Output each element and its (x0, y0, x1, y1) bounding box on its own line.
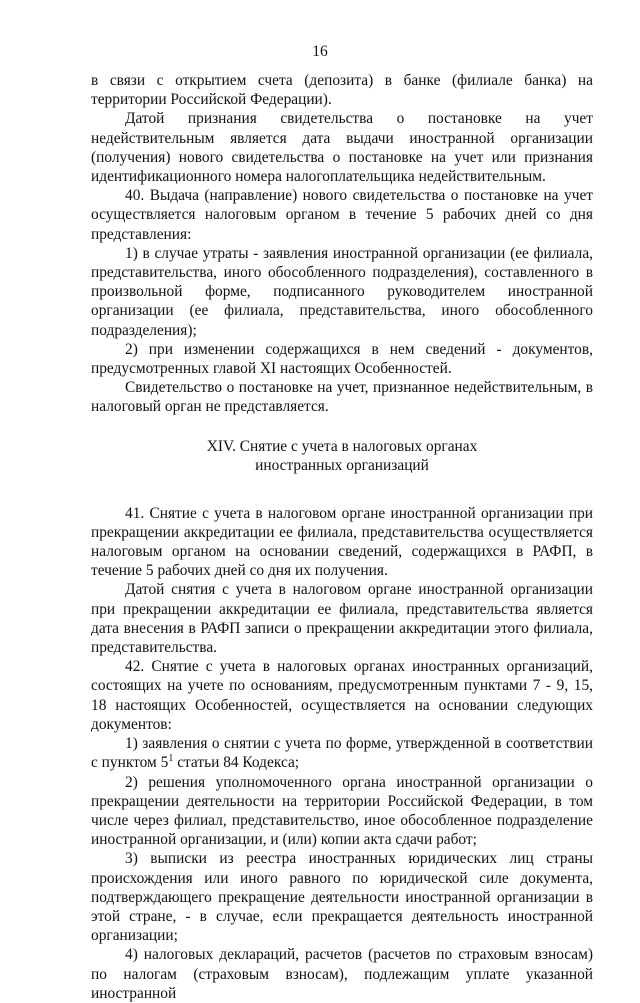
paragraph-item-42: 42. Снятие с учета в налоговых органах иностранных организаций, состоящих на учете по основаниям, предусмотренным пунктами 7 - 9, 15, 18 настоящих Особенностей, осуществляется на основании следующих документов: (91, 658, 593, 733)
sub-1-text-a: 1) заявления о снятии с учета по форме, утвержденной в соответствии с пунктом 5 (91, 735, 593, 772)
paragraph-item-40-sub-2: 2) при изменении содержащихся в нем сведений - документов, предусмотренных главой XI настоящих Особенностей. (91, 340, 593, 378)
paragraph-certificate-note: Свидетельство о постановке на учет, признанное недействительным, в налоговый орган не представляется. (91, 379, 593, 416)
paragraph-deregistration-date: Датой снятия с учета в налоговом органе иностранной организации при прекращении аккредитации ее филиала, представительства является дата внесения в РАФП записи о прекращении аккредитации этого филиала, представительства. (91, 581, 593, 657)
document-body (91, 71, 593, 1003)
paragraph-item-42-sub-1 (91, 734, 593, 772)
paragraph-item-42-sub-2: 2) решения уполномоченного органа иностранной организации о прекращении деятельности на территории Российской Федерации, в том числе через филиал, представительство, иное обособленное подразделение иностранной организации, и (или) копии акта сдачи работ; (91, 773, 593, 849)
section-heading-line-2: иностранных организаций (255, 457, 429, 475)
section-heading-line-1: XIV. Снятие с учета в налоговых органах (206, 437, 478, 455)
paragraph-item-42-sub-3: 3) выписки из реестра иностранных юридических лиц страны происхождения или иного равного по юридической силе документа, подтверждающего прекращение деятельности иностранной организации в этой стране, - в случае, если прекращается деятельность иностранной организации; (91, 850, 593, 945)
paragraph-invalidation-date: Датой признания свидетельства о постановке на учет недействительным является дата выдачи иностранной организации (получения) нового свидетельства о постановке на учет или признания идентификационного номера налогоплательщика недействительным. (91, 110, 593, 186)
paragraph-item-40: 40. Выдача (направление) нового свидетельства о постановке на учет осуществляется налоговым органом в течение 5 рабочих дней со дня представления: (91, 187, 593, 243)
superscript-1: 1 (168, 753, 174, 765)
paragraph-item-42-sub-4: 4) налоговых деклараций, расчетов (расчетов по страховым взносам) по налогам (страховым взносам), подлежащим уплате указанной иностранной (91, 946, 593, 1002)
section-heading (91, 437, 593, 476)
page-number: 16 (312, 43, 328, 60)
paragraph-continuation: в связи с открытием счета (депозита) в банке (филиале банка) на территории Российской Федерации). (91, 72, 593, 109)
paragraph-item-41: 41. Снятие с учета в налоговом органе иностранной организации при прекращении аккредитации ее филиала, представительства осуществляется налоговым органом на основании сведений, содержащихся в РАФП, в течение 5 рабочих дней со дня их получения. (91, 504, 593, 580)
sub-1-text-b: статьи 84 Кодекса; (173, 754, 300, 772)
paragraph-item-40-sub-1: 1) в случае утраты - заявления иностранной организации (ее филиала, представительства, иного обособленного подразделения), составленного в произвольной форме, подписанного руководителем иностранной организации (ее филиала, представительства, иного обособленного подразделения); (91, 244, 593, 339)
